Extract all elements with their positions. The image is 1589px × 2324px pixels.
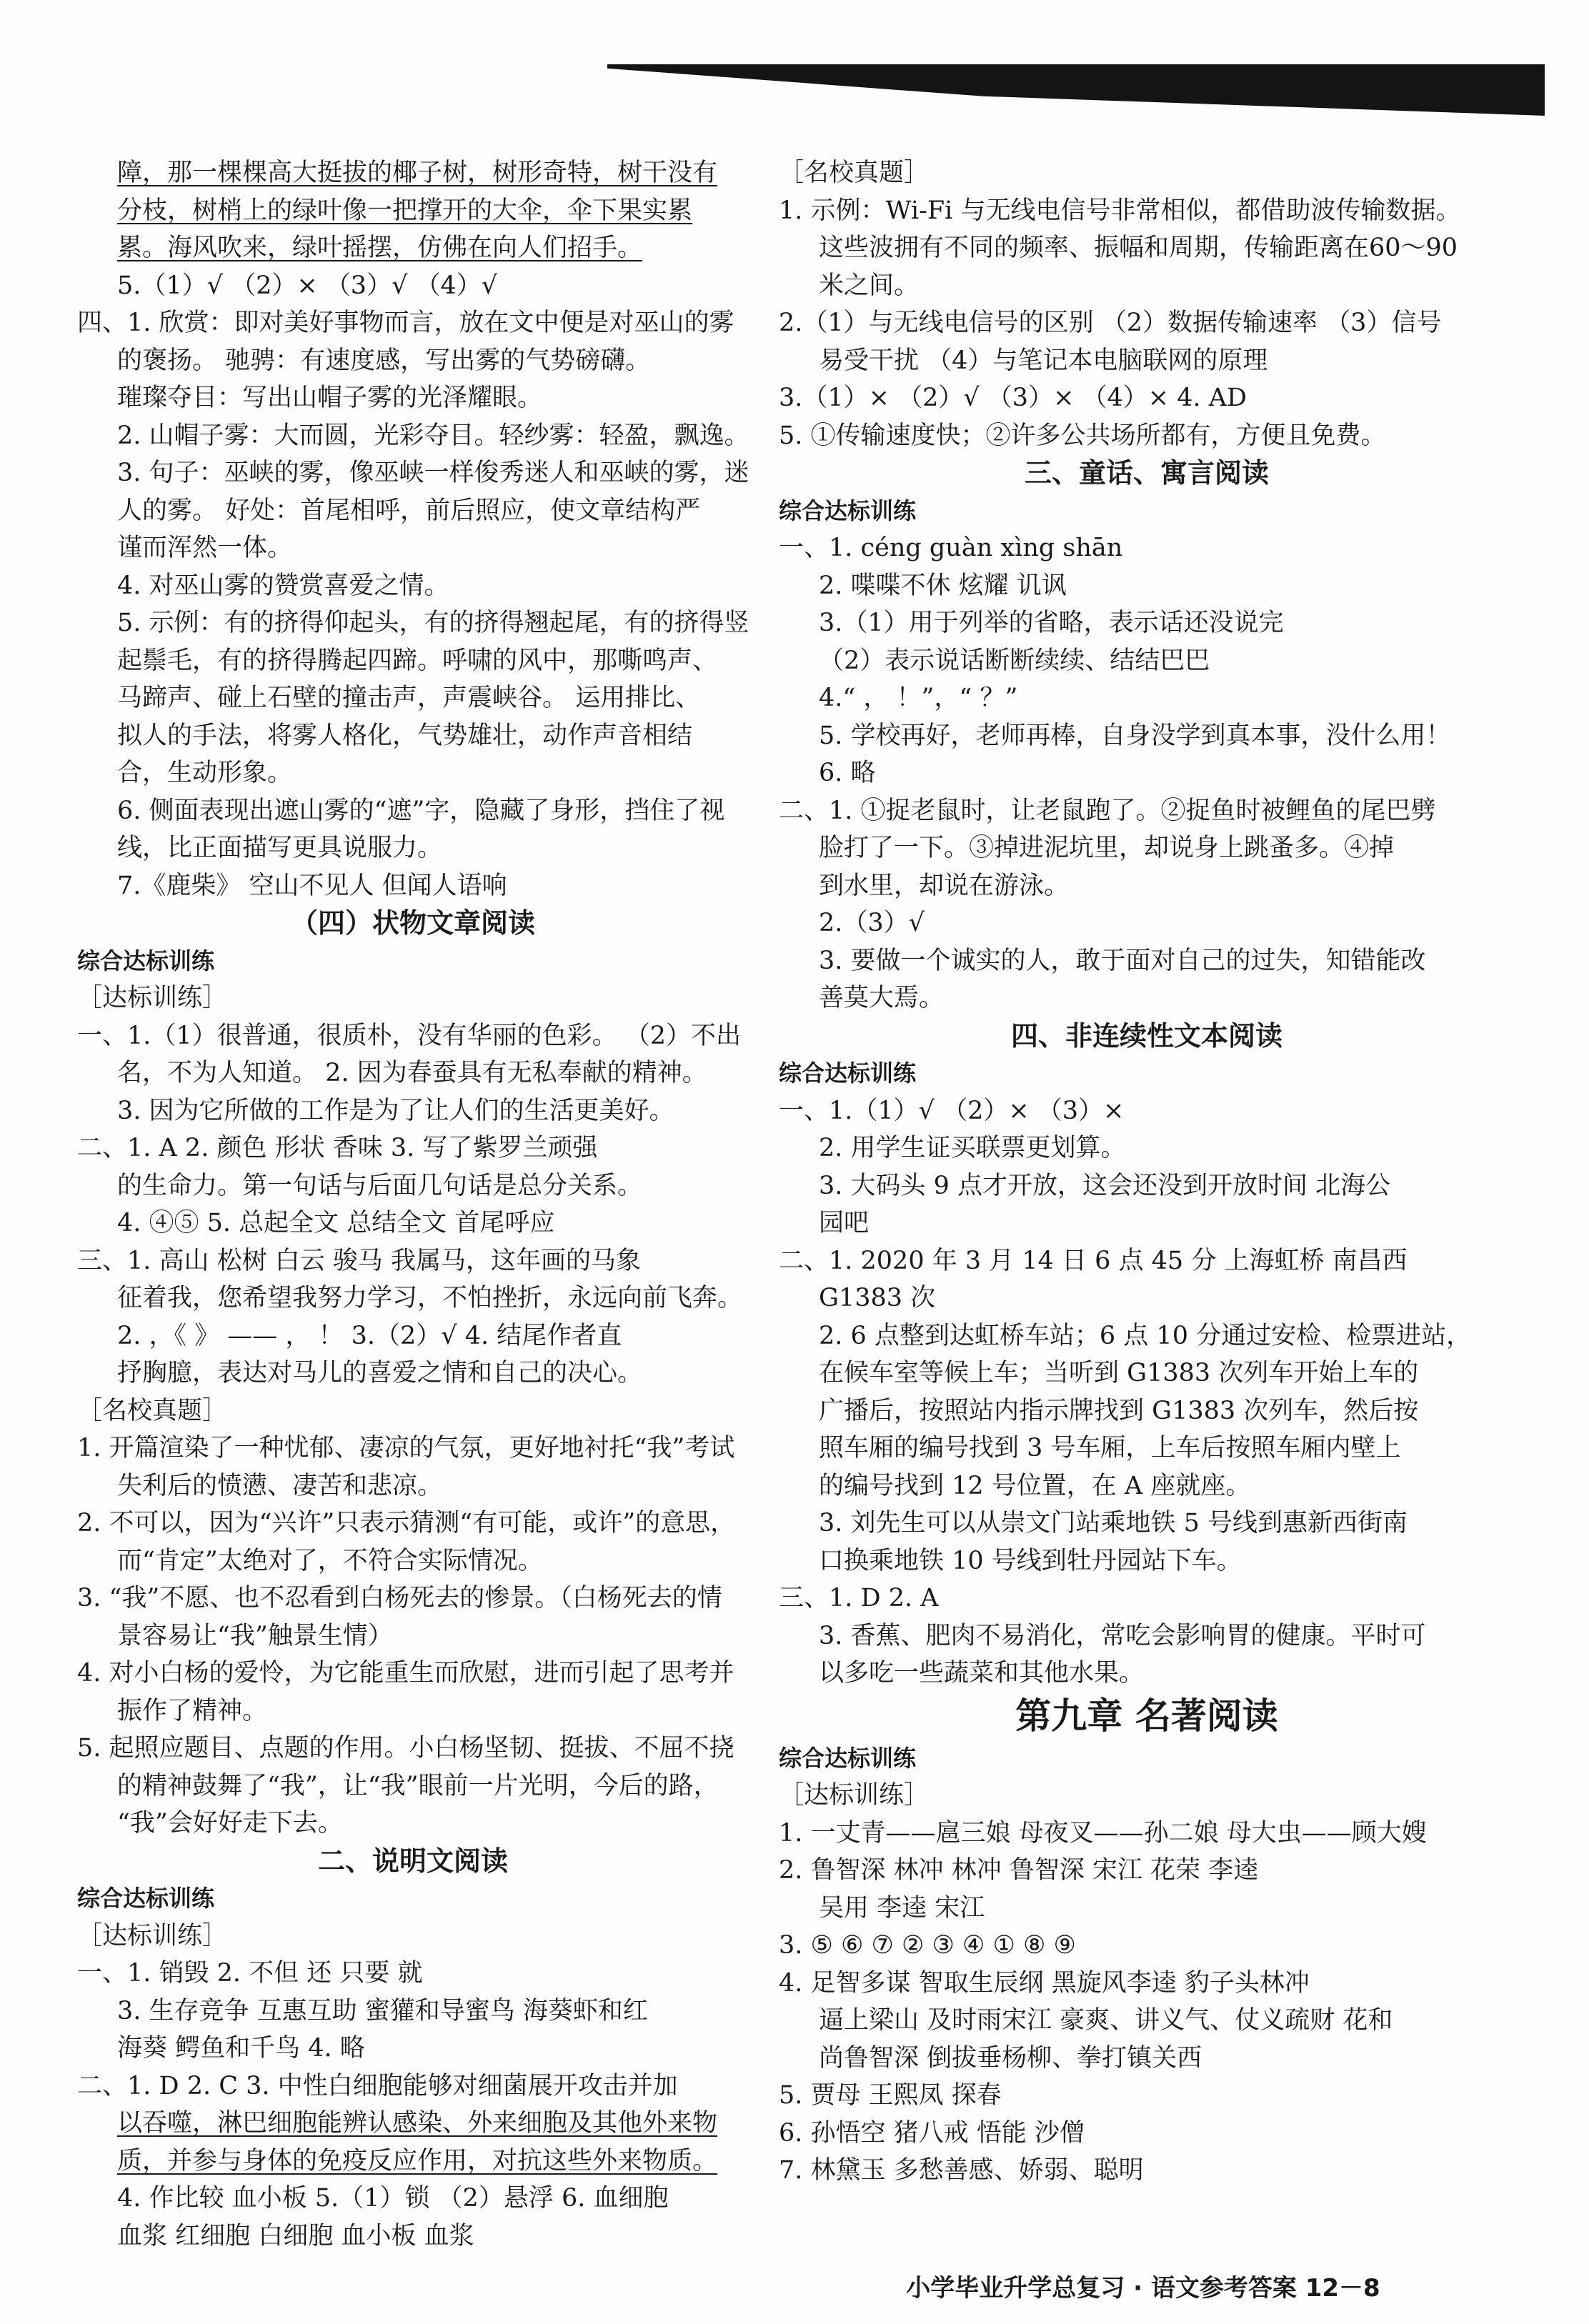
answer-line: 2. 用学生证买联票更划算。 bbox=[819, 1134, 1126, 1162]
answer-line: 逼上梁山 及时雨宋江 豪爽、讲义气、仗义疏财 花和 bbox=[819, 2006, 1393, 2035]
answer-line: ［名校真题］ bbox=[77, 1396, 228, 1425]
answer-line: 6. 略 bbox=[819, 759, 876, 787]
answer-line: 3. 香蕉、肥肉不易消化，常吃会影响胃的健康。平时可 bbox=[819, 1621, 1426, 1650]
answer-line: 4. 对小白杨的爱怜，为它能重生而欣慰，进而引起了思考并 bbox=[77, 1659, 734, 1687]
answer-line: 2. 不可以，因为“兴许”只表示猜测“有可能，或许”的意思， bbox=[77, 1509, 736, 1537]
answer-line: 三、1. D 2. A bbox=[779, 1584, 939, 1612]
answer-line: ［达标训练］ bbox=[77, 984, 228, 1012]
answer-line: 4. 对巫山雾的赞赏喜爱之情。 bbox=[117, 571, 449, 600]
answer-line: 3. 因为它所做的工作是为了让人们的生活更美好。 bbox=[117, 1096, 674, 1125]
answer-line: 5. ①传输速度快；②许多公共场所都有，方便且免费。 bbox=[779, 421, 1386, 450]
answer-line: 2.（3）√ bbox=[819, 909, 925, 937]
answer-line: 5. 示例：有的挤得仰起头，有的挤得翘起尾，有的挤得竖 bbox=[117, 609, 749, 637]
answer-line: 海葵 鳄鱼和千鸟 4. 略 bbox=[117, 2034, 365, 2063]
answer-line: 的褒扬。 驰骋：有速度感，写出雾的气势磅礴。 bbox=[117, 346, 651, 375]
answer-line: 而“肯定”太绝对了，不符合实际情况。 bbox=[117, 1546, 543, 1575]
answer-line: 二、1. ①捉老鼠时，让老鼠跑了。②捉鱼时被鲤鱼的尾巴劈 bbox=[779, 796, 1436, 825]
answer-line: 质，并参与身体的免疫反应作用，对抗这些外来物质。 bbox=[117, 2146, 718, 2175]
answer-line: 1. 一丈青——扈三娘 母夜叉——孙二娘 母大虫——顾大嫂 bbox=[779, 1818, 1427, 1847]
subsection-label: 综合达标训练 bbox=[77, 1885, 215, 1912]
answer-line: 7.《鹿柴》 空山不见人 但闻人语响 bbox=[117, 871, 507, 900]
answer-line: 2. 6 点整到达虹桥车站；6 点 10 分通过安检、检票进站， bbox=[819, 1321, 1472, 1350]
answer-line: 4. 作比较 血小板 5.（1）锁 （2）悬浮 6. 血细胞 bbox=[117, 2184, 669, 2213]
answer-line: ［名校真题］ bbox=[779, 159, 930, 187]
answer-line: 2. 喋喋不休 炫耀 讥讽 bbox=[819, 571, 1067, 600]
answer-line: 一、1.（1）√ （2）× （3）× bbox=[779, 1096, 1125, 1125]
right-column bbox=[779, 154, 1515, 2190]
answer-line: 6. 侧面表现出遮山雾的“遮”字，隐藏了身形，挡住了视 bbox=[117, 796, 725, 825]
answer-line: 2. ，《 》 —— ， ！ 3.（2）√ 4. 结尾作者直 bbox=[117, 1321, 622, 1350]
answer-line: 尚鲁智深 倒拔垂杨柳、拳打镇关西 bbox=[819, 2043, 1202, 2073]
answer-line: 4. ④⑤ 5. 总起全文 总结全文 首尾呼应 bbox=[117, 1209, 555, 1237]
answer-line: 征着我，您希望我努力学习，不怕挫折，永远向前飞奔。 bbox=[117, 1284, 743, 1312]
answer-line: 米之间。 bbox=[819, 271, 920, 300]
answer-line: 一、1.（1）很普通，很质朴，没有华丽的色彩。 （2）不出 bbox=[77, 1021, 742, 1050]
answer-line: 2. 山帽子雾：大而圆，光彩夺目。轻纱雾：轻盈，飘逸。 bbox=[117, 421, 749, 450]
answer-line: ［达标训练］ bbox=[77, 1921, 228, 1950]
answer-line: G1383 次 bbox=[819, 1284, 936, 1312]
header-band bbox=[607, 64, 1545, 116]
answer-line: 起鬃毛，有的挤得腾起四蹄。呼啸的风中，那嘶鸣声、 bbox=[117, 646, 718, 675]
answer-line: 振作了精神。 bbox=[117, 1696, 268, 1725]
answer-line: 一、1. céng guàn xìng shān bbox=[779, 534, 1123, 562]
answer-line: 5. 起照应题目、点题的作用。小白杨坚韧、挺拔、不屈不挠 bbox=[77, 1734, 734, 1762]
subsection-label: 综合达标训练 bbox=[77, 947, 215, 974]
section-heading: 四、非连续性文本阅读 bbox=[1010, 1019, 1282, 1052]
answer-line: 广播后，按照站内指示牌找到 G1383 次列车，然后按 bbox=[819, 1396, 1419, 1425]
answer-line: 5. 学校再好，老师再棒，自身没学到真本事，没什么用！ bbox=[819, 721, 1451, 750]
answer-line: 5. 贾母 王熙凤 探春 bbox=[779, 2081, 1002, 2110]
answer-line: 障，那一棵棵高大挺拔的椰子树，树形奇特，树干没有 bbox=[117, 159, 718, 187]
subsection-label: 综合达标训练 bbox=[779, 1059, 917, 1087]
subsection-label: 综合达标训练 bbox=[779, 1744, 917, 1772]
answer-line: 以多吃一些蔬菜和其他水果。 bbox=[819, 1659, 1145, 1687]
left-column bbox=[77, 154, 749, 2255]
answer-line: 吴用 李逵 宋江 bbox=[819, 1893, 985, 1922]
answer-line: 到水里，却说在游泳。 bbox=[819, 871, 1070, 900]
answer-line: 二、1. D 2. C 3. 中性白细胞能够对细菌展开攻击并加 bbox=[77, 2071, 678, 2100]
answer-line: ［达标训练］ bbox=[779, 1781, 930, 1810]
answer-line: 3.（1）用于列举的省略，表示话还没说完 bbox=[819, 609, 1284, 637]
answer-line: 3. 句子：巫峡的雾，像巫峡一样俊秀迷人和巫峡的雾，迷 bbox=[117, 459, 749, 487]
answer-line: 5.（1）√ （2）× （3）√ （4）√ bbox=[117, 271, 498, 300]
answer-line: 1. 开篇渲染了一种忧郁、凄凉的气氛，更好地衬托“我”考试 bbox=[77, 1434, 735, 1462]
answer-line: 7. 林黛玉 多愁善感、娇弱、聪明 bbox=[779, 2156, 1144, 2185]
answer-line: 园吧 bbox=[819, 1209, 870, 1237]
answer-line: 3. “我”不愿、也不忍看到白杨死去的惨景。（白杨死去的情 bbox=[77, 1584, 722, 1612]
answer-line: 口换乘地铁 10 号线到牡丹园站下车。 bbox=[819, 1546, 1242, 1575]
answer-line: 累。海风吹来，绿叶摇摆，仿佛在向人们招手。 bbox=[117, 234, 643, 262]
answer-line: 线，比正面描写更具说服力。 bbox=[117, 834, 443, 862]
answer-line: 3. 要做一个诚实的人，敢于面对自己的过失，知错能改 bbox=[819, 946, 1426, 975]
answer-line: 二、1. A 2. 颜色 形状 香味 3. 写了紫罗兰顽强 bbox=[77, 1134, 598, 1162]
answer-line: 二、1. 2020 年 3 月 14 日 6 点 45 分 上海虹桥 南昌西 bbox=[779, 1246, 1408, 1275]
answer-line: 景容易让“我”触景生情） bbox=[117, 1621, 393, 1650]
answer-line: 3. 生存竞争 互惠互助 蜜獾和导蜜鸟 海葵虾和红 bbox=[117, 1996, 648, 2025]
answer-line: 6. 孙悟空 猪八戒 悟能 沙僧 bbox=[779, 2118, 1085, 2148]
subsection-label: 综合达标训练 bbox=[779, 497, 917, 524]
answer-line: 以吞噬，淋巴细胞能辨认感染、外来细胞及其他外来物 bbox=[117, 2109, 718, 2138]
page-footer: 小学毕业升学总复习 · 语文参考答案 12－8 bbox=[906, 2274, 1380, 2303]
answer-line: 血浆 红细胞 白细胞 血小板 血浆 bbox=[117, 2221, 474, 2250]
answer-line: 的精神鼓舞了“我”，让“我”眼前一片光明，今后的路， bbox=[117, 1771, 719, 1800]
chapter-heading: 第九章 名著阅读 bbox=[1015, 1695, 1278, 1737]
answer-line: 照车厢的编号找到 3 号车厢，上车后按照车厢内壁上 bbox=[819, 1434, 1401, 1462]
answer-line: 这些波拥有不同的频率、振幅和周期，传输距离在60～90 bbox=[819, 234, 1458, 262]
section-heading: （四）状物文章阅读 bbox=[290, 907, 535, 939]
answer-line: 三、1. 高山 松树 白云 骏马 我属马，这年画的马象 bbox=[77, 1246, 642, 1275]
answer-line: 璀璨夺目：写出山帽子雾的光泽耀眼。 bbox=[117, 384, 543, 412]
answer-line: 抒胸臆，表达对马儿的喜爱之情和自己的决心。 bbox=[117, 1359, 643, 1387]
answer-line: 脸打了一下。③掉进泥坑里，却说身上跳蚤多。④掉 bbox=[819, 834, 1395, 862]
answer-line: 失利后的愤懑、凄苦和悲凉。 bbox=[117, 1471, 443, 1500]
answer-line: 人的雾。 好处：首尾相呼，前后照应，使文章结构严 bbox=[117, 496, 701, 525]
answer-line: 3. 刘先生可以从崇文门站乘地铁 5 号线到惠新西街南 bbox=[819, 1509, 1408, 1537]
answer-line: 善莫大焉。 bbox=[819, 984, 945, 1012]
answer-line: 2. 鲁智深 林冲 林冲 鲁智深 宋江 花荣 李逵 bbox=[779, 1856, 1259, 1885]
answer-line: 合，生动形象。 bbox=[117, 759, 293, 787]
answer-line: 易受干扰 （4）与笔记本电脑联网的原理 bbox=[819, 346, 1268, 375]
answer-line: 谨而浑然一体。 bbox=[117, 534, 293, 562]
answer-line: 3. ⑤ ⑥ ⑦ ② ③ ④ ① ⑧ ⑨ bbox=[779, 1931, 1076, 1960]
answer-line: 4.“ ， ！”，“ ？” bbox=[819, 684, 1018, 712]
section-heading: 三、童话、寓言阅读 bbox=[1024, 457, 1269, 489]
answer-line: 一、1. 销毁 2. 不但 还 只要 就 bbox=[77, 1959, 423, 1988]
answer-line: 四、1. 欣赏：即对美好事物而言，放在文中便是对巫山的雾 bbox=[77, 309, 734, 337]
answer-line: 名，不为人知道。 2. 因为春蚕具有无私奉献的精神。 bbox=[117, 1059, 707, 1087]
answer-line: 1. 示例：Wi-Fi 与无线电信号非常相似，都借助波传输数据。 bbox=[779, 196, 1461, 225]
answer-line: 分枝，树梢上的绿叶像一把撑开的大伞，伞下果实累 bbox=[117, 196, 693, 225]
answer-line: 的编号找到 12 号位置，在 A 座就座。 bbox=[819, 1471, 1251, 1500]
answer-line: （2）表示说话断断续续、结结巴巴 bbox=[819, 646, 1210, 675]
answer-line: 4. 足智多谋 智取生辰纲 黑旋风李逵 豹子头林冲 bbox=[779, 1968, 1310, 1998]
answer-line: 2.（1）与无线电信号的区别 （2）数据传输速率 （3）信号 bbox=[779, 309, 1442, 337]
section-heading: 二、说明文阅读 bbox=[317, 1845, 508, 1877]
answer-line: 的生命力。第一句话与后面几句话是总分关系。 bbox=[117, 1171, 643, 1200]
answer-line: 3. 大码头 9 点才开放，这会还没到开放时间 北海公 bbox=[819, 1171, 1391, 1200]
answer-line: 在候车室等候上车；当听到 G1383 次列车开始上车的 bbox=[819, 1359, 1419, 1387]
answer-line: 拟人的手法，将雾人格化，气势雄壮，动作声音相结 bbox=[117, 721, 693, 750]
answer-line: 3.（1）× （2）√ （3）× （4）× 4. AD bbox=[779, 384, 1247, 412]
answer-line: “我”会好好走下去。 bbox=[117, 1809, 343, 1837]
answer-line: 马蹄声、碰上石壁的撞击声，声震峡谷。 运用排比、 bbox=[117, 684, 701, 712]
